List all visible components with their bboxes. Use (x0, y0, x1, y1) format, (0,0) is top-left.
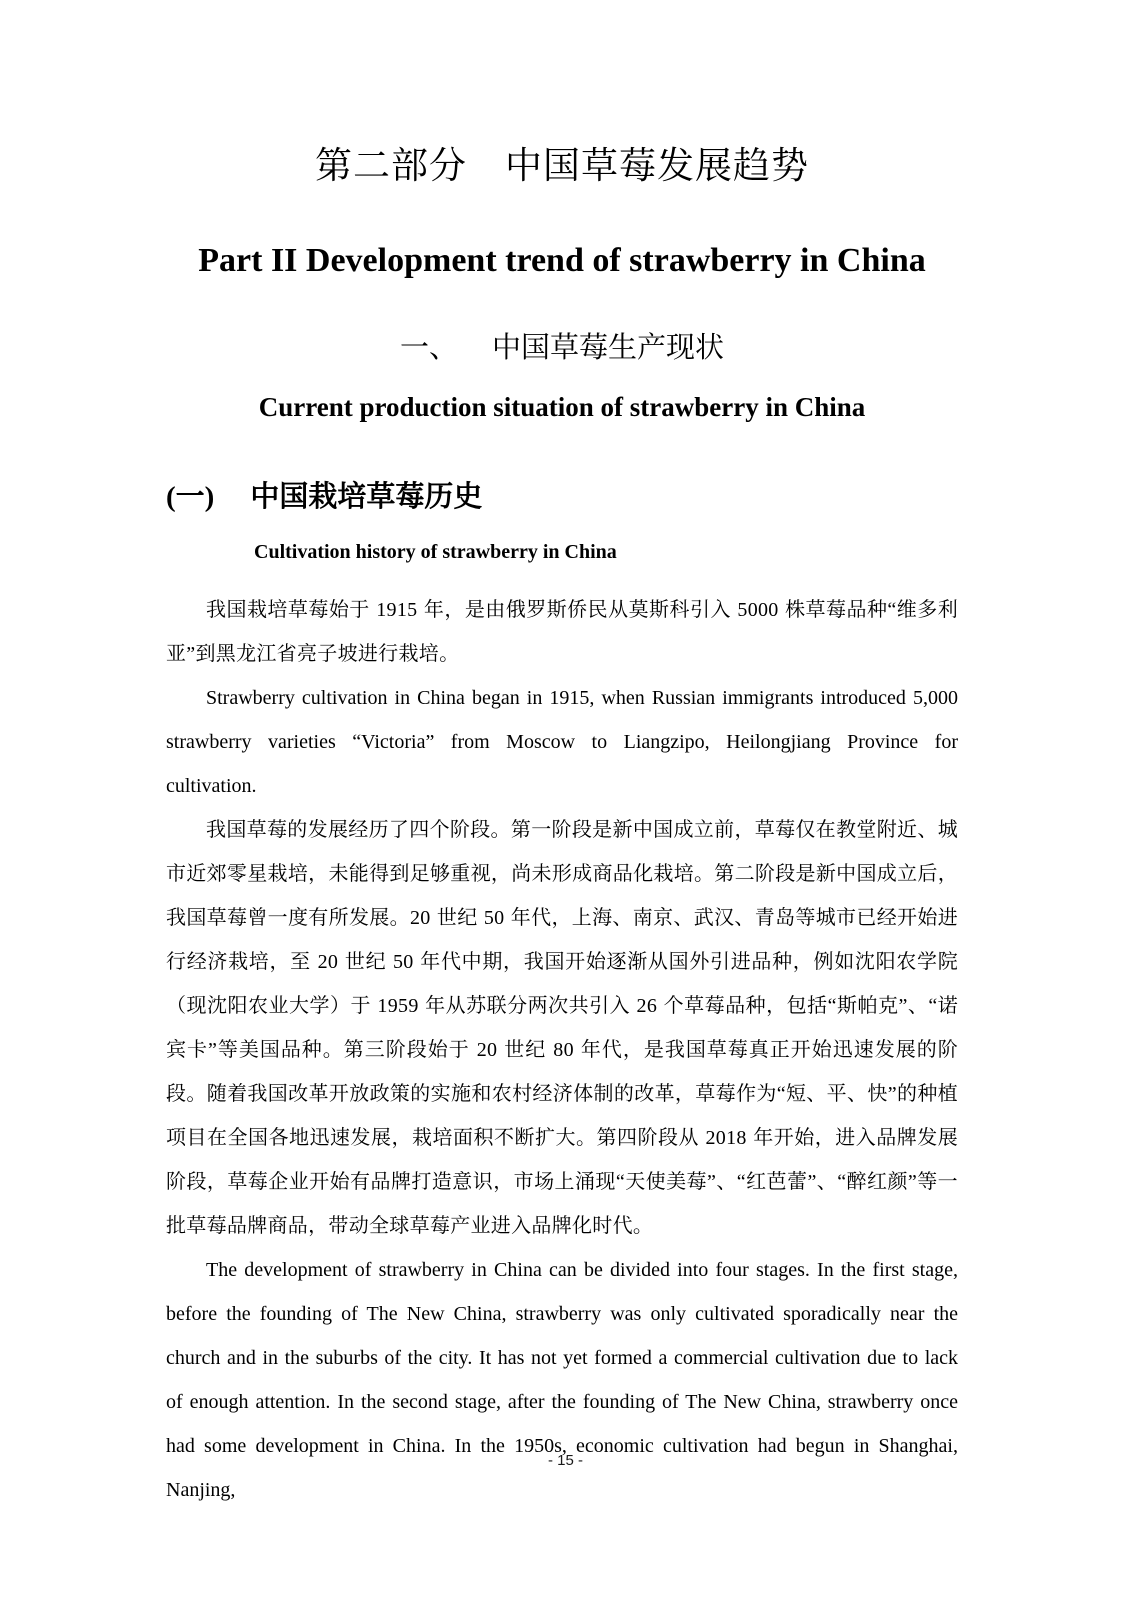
subsection-heading-en: Cultivation history of strawberry in China (254, 541, 617, 563)
part-title-zh: 第二部分 中国草莓发展趋势 (315, 146, 809, 187)
section-title-zh: 中国草莓生产现状 (492, 332, 725, 364)
body-text (166, 588, 958, 1512)
paragraph-en-history: Strawberry cultivation in China began in 1915, when Russian immigrants introduced 5,000 strawberry varieties “Victoria” from Moscow to Liangzipo, Heilongjiang Province for cultivation. (166, 687, 958, 797)
subsection-number-zh: (一) (166, 481, 215, 513)
paragraph-zh-history: 我国栽培草莓始于 1915 年，是由俄罗斯侨民从莫斯科引入 5000 株草莓品种“维多利亚”到黑龙江省亮子坡进行栽培。 (166, 599, 958, 665)
part-title-en: Part II Development trend of strawberry in China (198, 242, 926, 279)
paragraph-zh-four-stages: 我国草莓的发展经历了四个阶段。第一阶段是新中国成立前，草莓仅在教堂附近、城市近郊零星栽培，未能得到足够重视，尚未形成商品化栽培。第二阶段是新中国成立后，我国草莓曾一度有所发展。20 世纪 50 年代，上海、南京、武汉、青岛等城市已经开始进行经济栽培，至 20 世纪 50 年代中期，我国开始逐渐从国外引进品种，例如沈阳农学院（现沈阳农业大学）于 1959 年从苏联分两次共引入 26 个草莓品种，包括“斯帕克”、“诺宾卡”等美国品种。第三阶段始于 20 世纪 80 年代，是我国草莓真正开始迅速发展的阶段。随着我国改革开放政策的实施和农村经济体制的改革，草莓作为“短、平、快”的种植项目在全国各地迅速发展，栽培面积不断扩大。第四阶段从 2018 年开始，进入品牌发展阶段，草莓企业开始有品牌打造意识，市场上涌现“天使美莓”、“红芭蕾”、“醉红颜”等一批草莓品牌商品，带动全球草莓产业进入品牌化时代。 (166, 819, 958, 1237)
subsection-title-zh: 中国栽培草莓历史 (250, 481, 483, 513)
paragraph-en-four-stages: The development of strawberry in China can be divided into four stages. In the first stage, before the founding of The New China, strawberry was only cultivated sporadically near the church and in the suburbs of the city. It has not yet formed a commercial cultivation due to lack of enough attention. In the second stage, after the founding of The New China, strawberry once had some development in China. In the 1950s, economic cultivation had begun in Shanghai, Nanjing, (166, 1259, 958, 1501)
page-content (166, 0, 958, 1512)
page-number: - 15 - (547, 1452, 583, 1469)
section-number-zh: 一、 (399, 332, 458, 364)
subsection-heading-zh (166, 478, 958, 516)
section-heading-zh (166, 330, 958, 366)
section-heading-en: Current production situation of strawberry in China (258, 392, 866, 422)
